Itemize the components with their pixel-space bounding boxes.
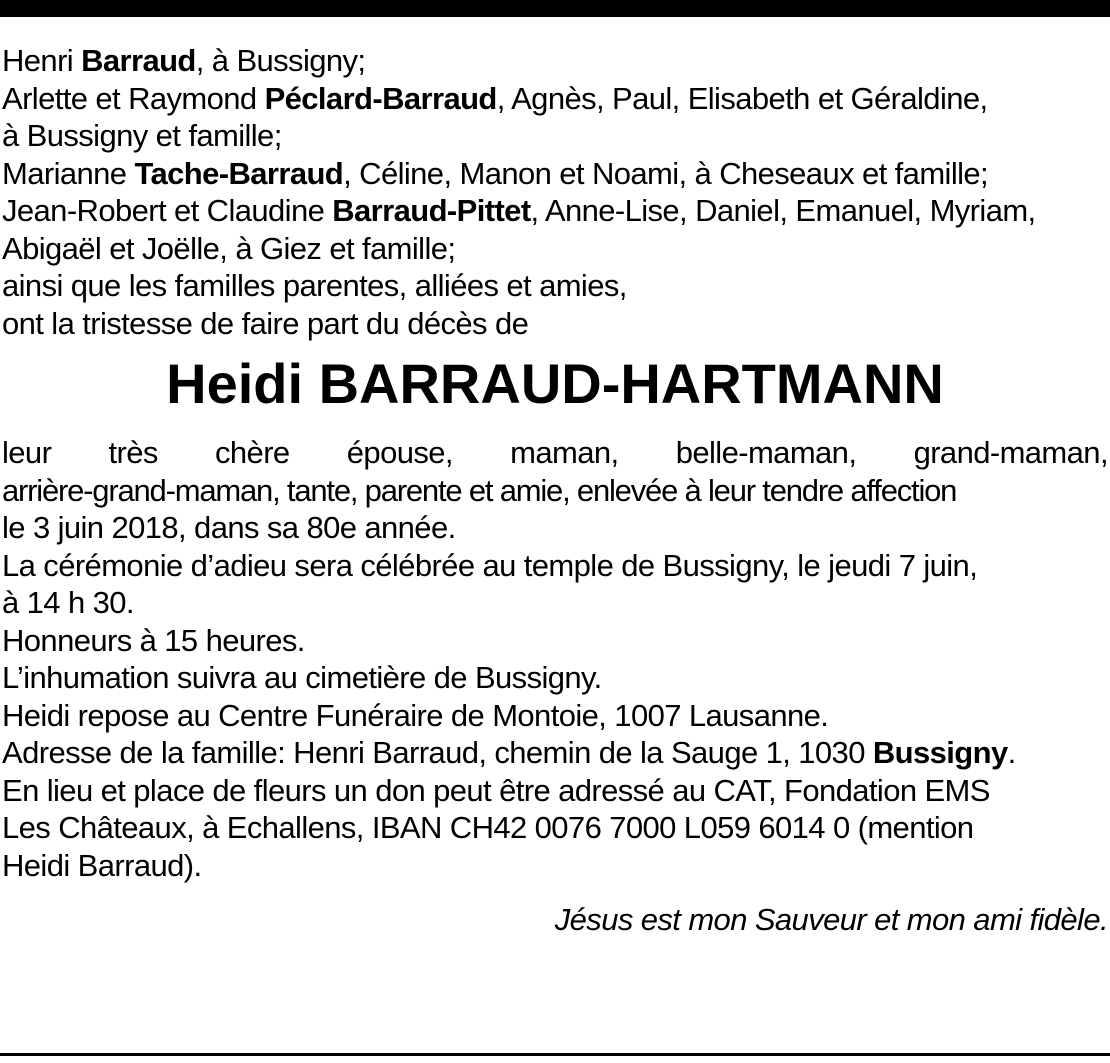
intro-line-5: Jean-Robert et Claudine Barraud-Pittet, Anne-Lise, Daniel, Emanuel, Myriam, [2, 193, 1036, 228]
body-line-9: Adresse de la famille: Henri Barraud, chemin de la Sauge 1, 1030 Bussigny. [2, 735, 1016, 770]
body-word: belle-maman, [675, 435, 857, 470]
bottom-rule [0, 1053, 1110, 1056]
intro-line-3: à Bussigny et famille; [2, 118, 282, 153]
body-line-4: La cérémonie d’adieu sera célébrée au temple de Bussigny, le jeudi 7 juin, [2, 547, 978, 583]
body-line-5: à 14 h 30. [2, 585, 134, 620]
body-line-8: Heidi repose au Centre Funéraire de Montoie, 1007 Lausanne. [2, 697, 829, 733]
body-word: épouse, [346, 435, 453, 470]
closing-verse: Jésus est mon Sauveur et mon ami fidèle. [554, 902, 1108, 937]
body-word: chère [215, 435, 290, 470]
body-line-7: L’inhumation suivra au cimetière de Bussigny. [2, 660, 602, 695]
intro-line-7: ainsi que les familles parentes, alliées et amies, [2, 268, 627, 303]
intro-line-4: Marianne Tache-Barraud, Céline, Manon et Noami, à Cheseaux et famille; [2, 155, 989, 191]
body-word: leur [2, 435, 52, 470]
obituary-notice [2, 42, 1108, 939]
intro-line-6: Abigaël et Joëlle, à Giez et famille; [2, 230, 456, 266]
body-line-1 [2, 434, 1108, 472]
intro-line-8: ont la tristesse de faire part du décès de [2, 305, 529, 341]
body-word: très [108, 435, 158, 470]
body-word: grand-maman, [913, 435, 1108, 470]
top-rule [0, 0, 1110, 17]
body-line-12: Heidi Barraud). [2, 847, 202, 883]
intro-line-1: Henri Barraud, à Bussigny; [2, 43, 366, 78]
body-word: maman, [510, 435, 619, 470]
deceased-name: Heidi BARRAUD-HARTMANN [166, 352, 944, 415]
body-line-10: En lieu et place de fleurs un don peut être adressé au CAT, Fondation EMS [2, 772, 990, 808]
body-line-11: Les Châteaux, à Echallens, IBAN CH42 0076 7000 L059 6014 0 (mention [2, 810, 974, 845]
intro-line-2: Arlette et Raymond Péclard-Barraud, Agnès, Paul, Elisabeth et Géraldine, [2, 80, 988, 116]
body-line-2: arrière-grand-maman, tante, parente et amie, enlevée à leur tendre affection [2, 472, 957, 508]
body-line-6: Honneurs à 15 heures. [2, 622, 305, 658]
body-line-3: le 3 juin 2018, dans sa 80e année. [2, 510, 456, 545]
